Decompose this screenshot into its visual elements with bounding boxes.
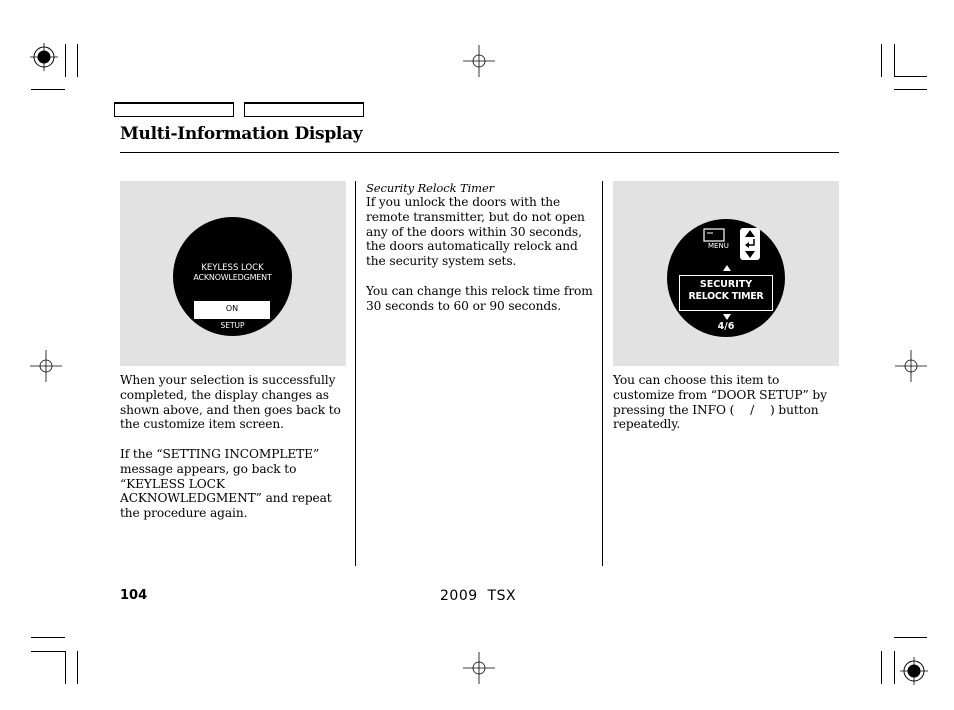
crop-mark — [77, 651, 78, 684]
crosshair-target-icon — [30, 350, 62, 382]
crosshair-target-icon — [895, 350, 927, 382]
column-divider — [355, 181, 356, 566]
model-label: 2009 TSX — [440, 588, 517, 604]
paragraph: When your selection is successfully completed, the display changes as shown above, and then goes back to the customize item screen. — [120, 373, 341, 432]
crop-mark — [31, 637, 65, 638]
crop-mark — [65, 651, 66, 684]
display-line1: SECURITY — [699, 279, 753, 290]
crop-mark — [894, 89, 927, 90]
display-line2: RELOCK TIMER — [688, 291, 764, 302]
right-column-text — [613, 373, 839, 447]
crop-mark — [881, 44, 882, 77]
crop-mark — [894, 651, 895, 684]
display-page-indicator: 4/6 — [717, 321, 735, 332]
section-tab — [244, 102, 364, 117]
section-heading: Security Relock Timer — [366, 181, 495, 195]
scroll-down-icon — [723, 314, 731, 320]
crop-mark — [894, 76, 927, 77]
display-illustration-keyless — [120, 181, 346, 366]
column-divider — [602, 181, 603, 566]
crosshair-target-icon — [463, 45, 495, 77]
crop-mark — [894, 44, 895, 77]
menu-screen-icon — [703, 228, 725, 242]
up-down-enter-icon — [739, 227, 761, 261]
left-column-text — [120, 373, 346, 536]
page-number: 104 — [120, 588, 148, 603]
title-rule — [120, 152, 839, 153]
crop-mark — [31, 89, 65, 90]
crop-mark — [77, 44, 78, 77]
paragraph: You can choose this item to customize from “DOOR SETUP” by pressing the INFO ( / ) button repeatedly. — [613, 373, 827, 432]
registration-target-icon — [899, 656, 929, 686]
crop-mark — [65, 44, 66, 77]
middle-column-text — [366, 181, 594, 328]
crop-mark — [881, 651, 882, 684]
paragraph: If the “SETTING INCOMPLETE” message appears, go back to “KEYLESS LOCK ACKNOWLEDGMENT” and repeat the procedure again. — [120, 446, 332, 521]
display-option-on: ON — [225, 304, 239, 313]
display-option-highlight — [194, 301, 270, 319]
paragraph: You can change this relock time from 30 seconds to 60 or 90 seconds. — [366, 283, 593, 313]
crosshair-target-icon — [463, 652, 495, 684]
display-menu-label: MENU — [708, 242, 729, 250]
section-tab — [114, 102, 234, 117]
display-line2: ACKNOWLEDGMENT — [193, 273, 272, 282]
display-option-setup: SETUP — [220, 321, 245, 330]
paragraph: If you unlock the doors with the remote transmitter, but do not open any of the doors within 30 seconds, the doors automatically relock and the security system sets. — [366, 195, 585, 269]
crop-mark — [894, 637, 927, 638]
crop-mark — [31, 651, 65, 652]
scroll-up-icon — [723, 265, 731, 271]
registration-target-icon — [30, 42, 66, 78]
page-title: Multi-Information Display — [120, 124, 363, 144]
display-illustration-security — [613, 181, 839, 366]
display-line1: KEYLESS LOCK — [201, 263, 264, 273]
